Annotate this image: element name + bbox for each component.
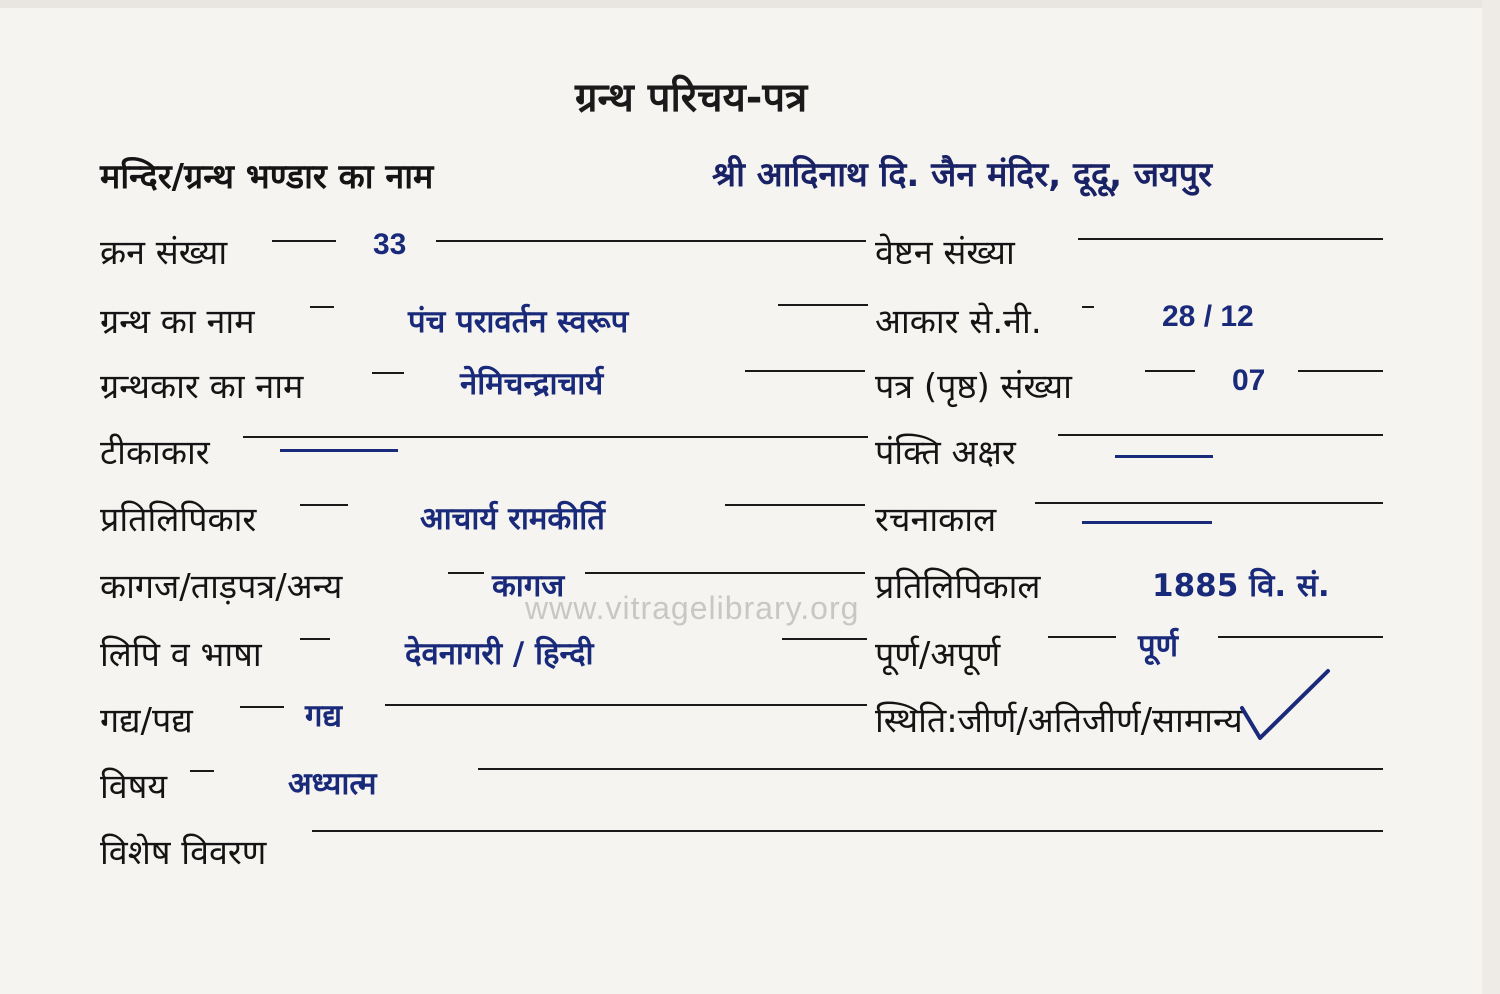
card-edge-right: [1482, 0, 1500, 994]
kram-label: क्रन संख्या: [100, 233, 228, 273]
fill-line: [312, 830, 1383, 832]
blank-mark: [1082, 521, 1212, 524]
granth-naam-label: ग्रन्थ का नाम: [100, 302, 255, 342]
fill-line: [778, 304, 868, 306]
fill-line: [1078, 238, 1383, 240]
fill-line: [1082, 306, 1094, 308]
fill-line: [372, 372, 404, 374]
granthkaar-label: ग्रन्थकार का नाम: [100, 367, 304, 407]
lipi-value: देवनागरी / हिन्दी: [405, 636, 594, 672]
pratilipikaal-label: प्रतिलिपिकाल: [875, 567, 1041, 607]
fill-line: [1035, 502, 1383, 504]
pratilipikaal-value: 1885 वि. सं.: [1152, 568, 1330, 604]
sthiti-label: स्थिति:जीर्ण/अतिजीर्ण/सामान्य: [875, 701, 1243, 741]
fill-line: [243, 436, 868, 438]
kaagaj-value: कागज: [492, 568, 565, 604]
fill-line: [300, 504, 348, 506]
gadya-value: गद्य: [305, 698, 342, 734]
vishay-label: विषय: [100, 767, 168, 807]
fill-line: [585, 572, 865, 574]
card-edge: [0, 0, 1500, 8]
fill-line: [1058, 434, 1383, 436]
fill-line: [300, 638, 330, 640]
fill-line: [1048, 636, 1116, 638]
vivaran-label: विशेष विवरण: [100, 833, 267, 873]
kaagaj-label: कागज/ताड़पत्र/अन्य: [100, 567, 343, 607]
aakaar-value: 28 / 12: [1162, 300, 1254, 333]
poorn-label: पूर्ण/अपूर्ण: [875, 635, 1001, 675]
teekakaar-label: टीकाकार: [100, 433, 210, 473]
blank-mark: [280, 449, 398, 452]
fill-line: [436, 240, 866, 242]
vishay-value: अध्यात्म: [288, 766, 377, 802]
pankti-label: पंक्ति अक्षर: [875, 433, 1016, 473]
patra-value: 07: [1232, 364, 1266, 397]
fill-line: [1145, 370, 1195, 372]
card-title: ग्रन्थ परिचय-पत्र: [575, 75, 808, 121]
aakaar-label: आकार से.नी.: [875, 302, 1042, 342]
fill-line: [1298, 370, 1383, 372]
fill-line: [725, 504, 865, 506]
veshtan-label: वेष्टन संख्या: [875, 233, 1015, 273]
pratilipikaar-label: प्रतिलिपिकार: [100, 500, 257, 540]
temple-label: मन्दिर/ग्रन्थ भण्डार का नाम: [100, 157, 434, 197]
patra-label: पत्र (पृष्ठ) संख्या: [875, 367, 1072, 407]
granth-naam-value: पंच परावर्तन स्वरूप: [408, 304, 629, 340]
watermark: www.vitragelibrary.org: [525, 590, 860, 626]
pratilipikaar-value: आचार्य रामकीर्ति: [420, 501, 605, 537]
temple-value: श्री आदिनाथ दि. जैन मंदिर, दूदू, जयपुर: [712, 155, 1212, 195]
fill-line: [272, 240, 336, 242]
fill-line: [448, 572, 484, 574]
fill-line: [240, 706, 284, 708]
granthkaar-value: नेमिचन्द्राचार्य: [460, 366, 604, 402]
fill-line: [478, 768, 1383, 770]
fill-line: [190, 770, 214, 772]
rachnakaal-label: रचनाकाल: [875, 500, 997, 540]
gadya-label: गद्य/पद्य: [100, 701, 193, 741]
fill-line: [385, 704, 867, 706]
blank-mark: [1115, 455, 1213, 458]
poorn-value: पूर्ण: [1138, 628, 1179, 664]
checkmark-icon: [1238, 668, 1333, 743]
lipi-label: लिपि व भाषा: [100, 635, 262, 675]
fill-line: [310, 306, 334, 308]
fill-line: [745, 370, 865, 372]
fill-line: [1218, 636, 1383, 638]
kram-value: 33: [373, 228, 407, 261]
fill-line: [782, 638, 867, 640]
